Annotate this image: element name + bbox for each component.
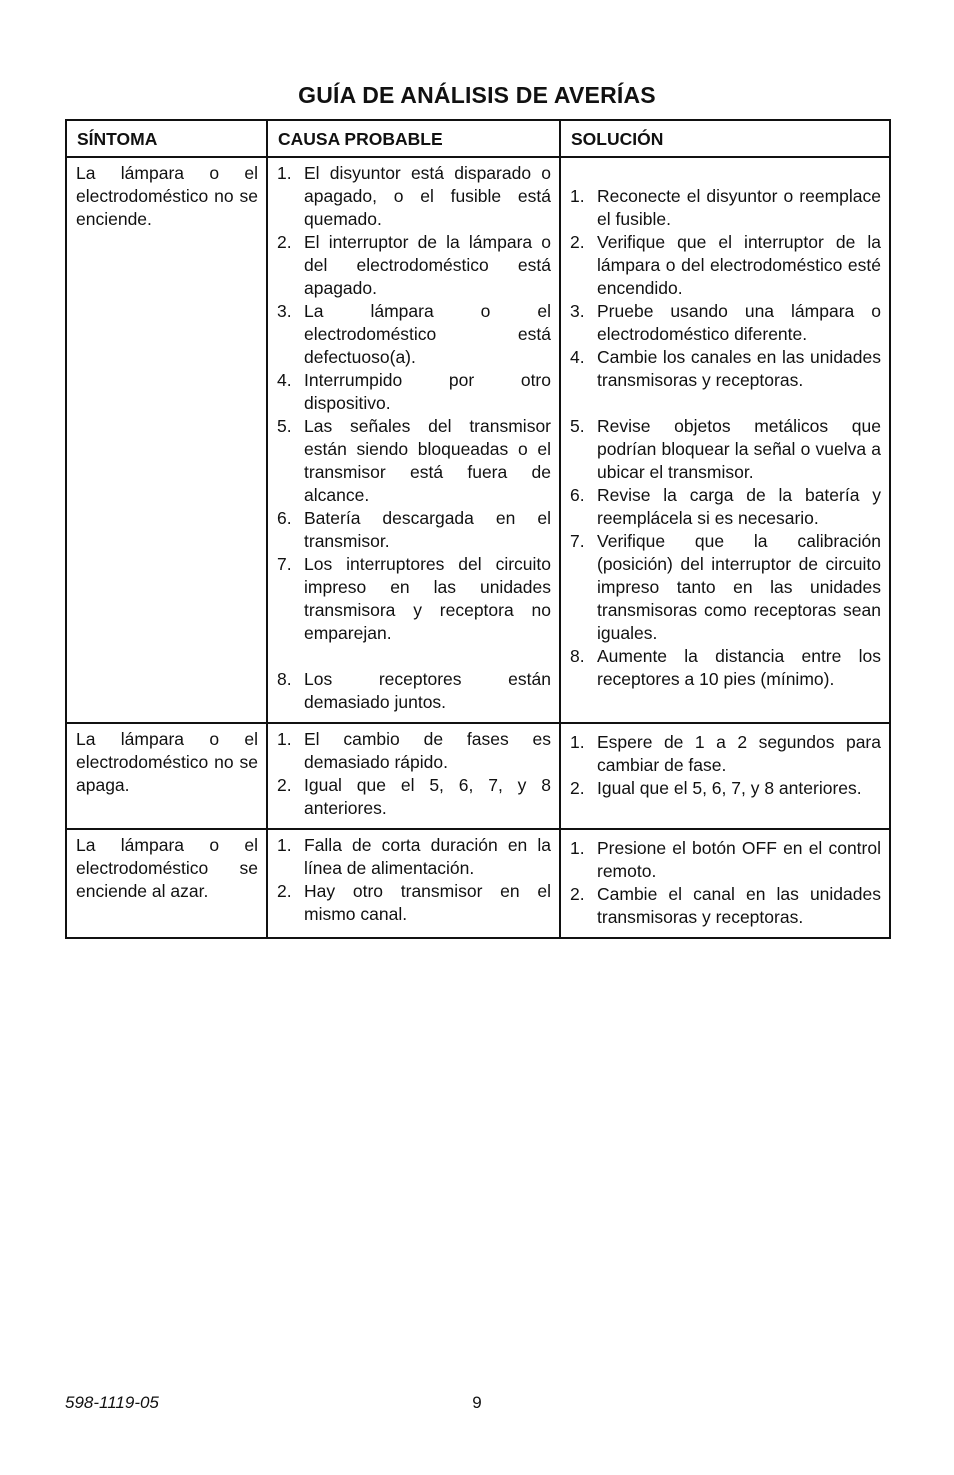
table-row — [66, 829, 890, 938]
cause-item — [277, 507, 551, 553]
table-header-row — [66, 120, 890, 157]
solution-item-number: 1. — [570, 838, 585, 858]
solution-item-text: Verifique que la calibración (posición) del interruptor de circuito impreso tanto en las unidades transmisoras como receptoras sean iguales. — [597, 531, 881, 643]
solution-item — [570, 415, 881, 484]
solution-item-number: 8. — [570, 646, 585, 666]
solution-item-text: Cambie el canal en las unidades transmisoras y receptoras. — [597, 884, 881, 927]
symptom-cell: La lámpara o el electrodoméstico no se enciende. — [66, 157, 267, 723]
solution-item — [570, 883, 881, 929]
cause-item-number: 5. — [277, 416, 292, 436]
solution-cell — [560, 723, 890, 829]
cause-cell — [267, 723, 560, 829]
cause-item-number: 4. — [277, 370, 292, 390]
cause-item — [277, 162, 551, 231]
cause-item-number: 3. — [277, 301, 292, 321]
cause-item — [277, 553, 551, 645]
solution-item-number: 5. — [570, 416, 585, 436]
cause-item — [277, 834, 551, 880]
cause-item-text: El cambio de fases es demasiado rápido. — [304, 729, 551, 772]
cause-item-text: Hay otro transmisor en el mismo canal. — [304, 881, 551, 924]
page-title: GUÍA DE ANÁLISIS DE AVERÍAS — [298, 82, 656, 108]
cause-list — [277, 728, 551, 820]
table-row — [66, 723, 890, 829]
cause-item-text: Falla de corta duración en la línea de alimentación. — [304, 835, 551, 878]
solution-item-number: 2. — [570, 232, 585, 252]
solution-item — [570, 346, 881, 392]
cause-item-text: Los receptores están demasiado juntos. — [304, 669, 551, 712]
cause-item-text: Batería descargada en el transmisor. — [304, 508, 551, 551]
solution-item — [570, 777, 881, 800]
solution-item-number: 6. — [570, 485, 585, 505]
troubleshooting-table — [65, 119, 891, 939]
solution-item — [570, 645, 881, 691]
cause-item-number: 2. — [277, 881, 292, 901]
header-symptom: SÍNTOMA — [66, 120, 267, 157]
solution-item-text: Aumente la distancia entre los receptores a 10 pies (mínimo). — [597, 646, 881, 689]
cause-item-text: Interrumpido por otro dispositivo. — [304, 370, 551, 413]
solution-item — [570, 185, 881, 231]
cause-item — [277, 231, 551, 300]
symptom-cell: La lámpara o el electrodoméstico se enciende al azar. — [66, 829, 267, 938]
document-code: 598-1119-05 — [65, 1393, 159, 1412]
solution-item-text: Pruebe usando una lámpara o electrodoméstico diferente. — [597, 301, 881, 344]
cause-item-text: Los interruptores del circuito impreso en las unidades transmisora y receptora no emparejan. — [304, 554, 551, 643]
cause-item-text: La lámpara o el electrodoméstico está defectuoso(a). — [304, 301, 551, 367]
solution-list — [570, 731, 881, 800]
symptom-cell: La lámpara o el electrodoméstico no se apaga. — [66, 723, 267, 829]
solution-item — [570, 837, 881, 883]
cause-item-number: 1. — [277, 835, 292, 855]
cause-item-number: 1. — [277, 163, 292, 183]
solution-cell — [560, 829, 890, 938]
solution-item-number: 1. — [570, 186, 585, 206]
cause-item — [277, 880, 551, 926]
cause-item-number: 2. — [277, 775, 292, 795]
cause-cell — [267, 157, 560, 723]
cause-item — [277, 415, 551, 507]
cause-item-text: El disyuntor está disparado o apagado, o el fusible está quemado. — [304, 163, 551, 229]
cause-item-number: 7. — [277, 554, 292, 574]
solution-item — [570, 300, 881, 346]
solution-item-text: Verifique que el interruptor de la lámpara o del electrodoméstico esté encendido. — [597, 232, 881, 298]
cause-cell — [267, 829, 560, 938]
cause-item-number: 2. — [277, 232, 292, 252]
cause-item-text: Igual que el 5, 6, 7, y 8 anteriores. — [304, 775, 551, 818]
solution-item-number: 2. — [570, 778, 585, 798]
cause-item-text: Las señales del transmisor están siendo bloqueadas o el transmisor está fuera de alcance. — [304, 416, 551, 505]
solution-item — [570, 484, 881, 530]
cause-item — [277, 668, 551, 714]
cause-item-number: 6. — [277, 508, 292, 528]
table-body — [66, 157, 890, 938]
solution-item-number: 4. — [570, 347, 585, 367]
solution-item-number: 7. — [570, 531, 585, 551]
cause-item-text: El interruptor de la lámpara o del electrodoméstico está apagado. — [304, 232, 551, 298]
solution-item — [570, 530, 881, 645]
cause-list — [277, 834, 551, 926]
cause-list — [277, 162, 551, 714]
solution-item-number: 2. — [570, 884, 585, 904]
solution-item-text: Igual que el 5, 6, 7, y 8 anteriores. — [597, 778, 862, 798]
cause-item-number: 1. — [277, 729, 292, 749]
solution-cell — [560, 157, 890, 723]
solution-item-number: 3. — [570, 301, 585, 321]
cause-item — [277, 300, 551, 369]
solution-item — [570, 231, 881, 300]
cause-item — [277, 774, 551, 820]
cause-item-number: 8. — [277, 669, 292, 689]
solution-item-text: Cambie los canales en las unidades transmisoras y receptoras. — [597, 347, 881, 390]
solution-item-text: Presione el botón OFF en el control remoto. — [597, 838, 881, 881]
solution-list — [570, 185, 881, 691]
cause-item — [277, 728, 551, 774]
header-solution: SOLUCIÓN — [560, 120, 890, 157]
header-cause: CAUSA PROBABLE — [267, 120, 560, 157]
cause-item — [277, 369, 551, 415]
solution-item-text: Espere de 1 a 2 segundos para cambiar de fase. — [597, 732, 881, 775]
solution-item-number: 1. — [570, 732, 585, 752]
solution-item-text: Revise objetos metálicos que podrían bloquear la señal o vuelva a ubicar el transmisor. — [597, 416, 881, 482]
solution-item-text: Reconecte el disyuntor o reemplace el fusible. — [597, 186, 881, 229]
table-row — [66, 157, 890, 723]
solution-item — [570, 731, 881, 777]
solution-item-text: Revise la carga de la batería y reemplácela si es necesario. — [597, 485, 881, 528]
solution-list — [570, 837, 881, 929]
page-number: 9 — [472, 1393, 482, 1412]
